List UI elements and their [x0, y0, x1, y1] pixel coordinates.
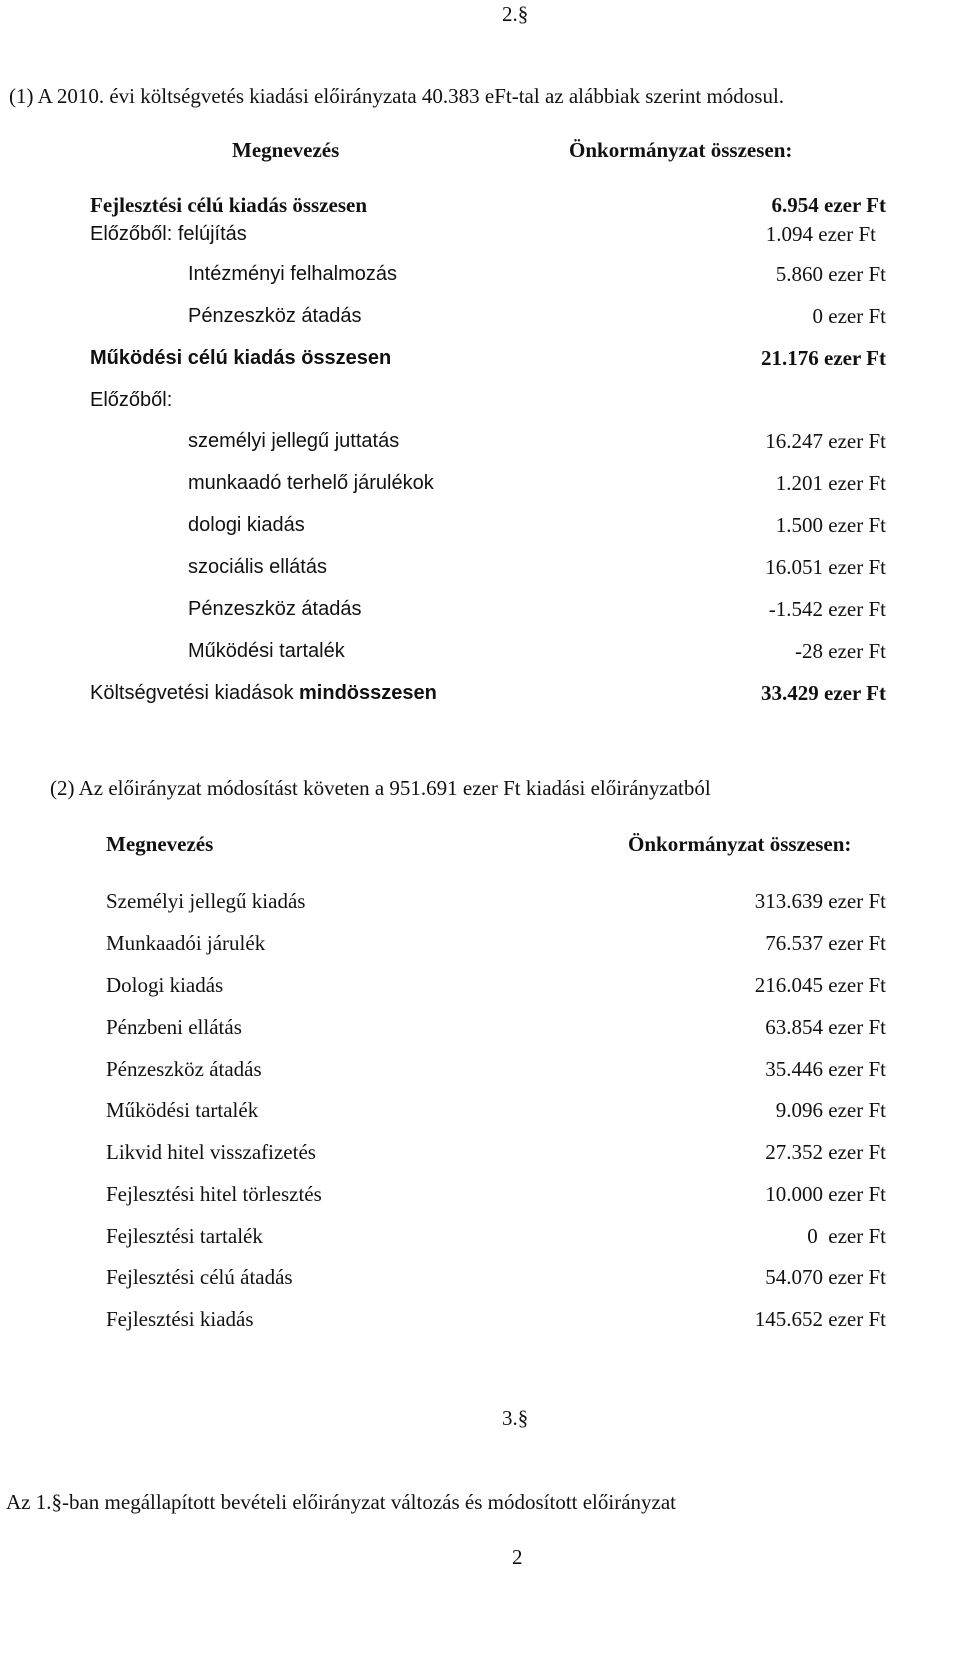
table1-total-label [90, 683, 437, 703]
table1-row-label: személyi jellegű juttatás [188, 430, 400, 452]
table1-row-value: 16.051 ezer Ft [765, 555, 886, 579]
table2-row-label: Működési tartalék [106, 1098, 259, 1122]
table1-row-label: Előzőből: [90, 389, 173, 411]
page-section-header: 2.§ [502, 2, 529, 26]
table2-row-value: 145.652 ezer Ft [754, 1307, 886, 1331]
table1-total-label-bold: mindösszesen [299, 682, 437, 704]
table2-row-value: 10.000 ezer Ft [765, 1182, 886, 1206]
table2-row-value: 313.639 ezer Ft [754, 889, 886, 913]
table2-row-value: 9.096 ezer Ft [775, 1098, 886, 1122]
section-3-text: Az 1.§-ban megállapított bevételi előirányzat változás és módosított előirányzat [6, 1490, 677, 1514]
table1-row-label: Működési célú kiadás összesen [90, 347, 392, 369]
table1-row-value: 16.247 ezer Ft [765, 429, 886, 453]
table1-row-label: Pénzeszköz átadás [188, 598, 362, 620]
table1-total-label-prefix: Költségvetési kiadások [90, 682, 300, 704]
table1-row-value: 6.954 ezer Ft [771, 193, 886, 217]
table2-row-value: 35.446 ezer Ft [765, 1057, 886, 1081]
table1-row-value: 5.860 ezer Ft [775, 262, 886, 286]
table1-row-label: szociális ellátás [188, 556, 327, 578]
table2-row-value: 54.070 ezer Ft [765, 1265, 886, 1289]
page-number: 2 [512, 1545, 523, 1569]
table2-header-name: Megnevezés [106, 832, 214, 856]
table2-row-label: Likvid hitel visszafizetés [106, 1140, 316, 1164]
table1-row-label: Működési tartalék [188, 640, 345, 662]
table1-row-value: -1.542 ezer Ft [768, 597, 886, 621]
paragraph-1-intro: (1) A 2010. évi költségvetés kiadási előirányzata 40.383 eFt-tal az alábbiak szerint módosul. [9, 84, 785, 108]
table1-row-value: 1.201 ezer Ft [775, 471, 886, 495]
table1-row-value: -28 ezer Ft [795, 639, 886, 663]
table2-header-value: Önkormányzat összesen: [628, 832, 852, 856]
table2-row-label: Munkaadói járulék [106, 931, 266, 955]
table2-row-label: Fejlesztési tartalék [106, 1224, 263, 1248]
table1-row-label: Előzőből: felújítás [90, 223, 247, 245]
table2-row-label: Pénzeszköz átadás [106, 1057, 262, 1081]
table2-row-value: 76.537 ezer Ft [765, 931, 886, 955]
table1-row-value: 1.094 ezer Ft [765, 222, 876, 246]
table1-row-label: dologi kiadás [188, 514, 305, 536]
table1-row-label: munkaadó terhelő járulékok [188, 472, 434, 494]
table2-row-label: Dologi kiadás [106, 973, 224, 997]
table2-row-label: Személyi jellegű kiadás [106, 889, 306, 913]
table2-row-label: Fejlesztési hitel törlesztés [106, 1182, 322, 1206]
table1-row-value: 0 ezer Ft [812, 304, 886, 328]
table1-header-value: Önkormányzat összesen: [569, 138, 793, 162]
table2-row-value: 216.045 ezer Ft [754, 973, 886, 997]
paragraph-2-intro: (2) Az előirányzat módosítást követen a 951.691 ezer Ft kiadási előirányzatból [50, 776, 711, 800]
table2-row-value: 0 ezer Ft [807, 1224, 886, 1248]
table2-row-label: Fejlesztési kiadás [106, 1307, 254, 1331]
table1-row-label: Pénzeszköz átadás [188, 305, 362, 327]
table2-row-label: Pénzbeni ellátás [106, 1015, 242, 1039]
table2-row-label: Fejlesztési célú átadás [106, 1265, 293, 1289]
table1-header-name: Megnevezés [232, 138, 340, 162]
table1-total-value: 33.429 ezer Ft [761, 681, 886, 705]
section-3-header: 3.§ [502, 1406, 529, 1430]
table1-row-label: Intézményi felhalmozás [188, 263, 397, 285]
table1-row-value: 1.500 ezer Ft [775, 513, 886, 537]
table1-row-label: Fejlesztési célú kiadás összesen [90, 193, 368, 217]
table2-row-value: 27.352 ezer Ft [765, 1140, 886, 1164]
table2-row-value: 63.854 ezer Ft [765, 1015, 886, 1039]
table1-row-value: 21.176 ezer Ft [761, 346, 886, 370]
